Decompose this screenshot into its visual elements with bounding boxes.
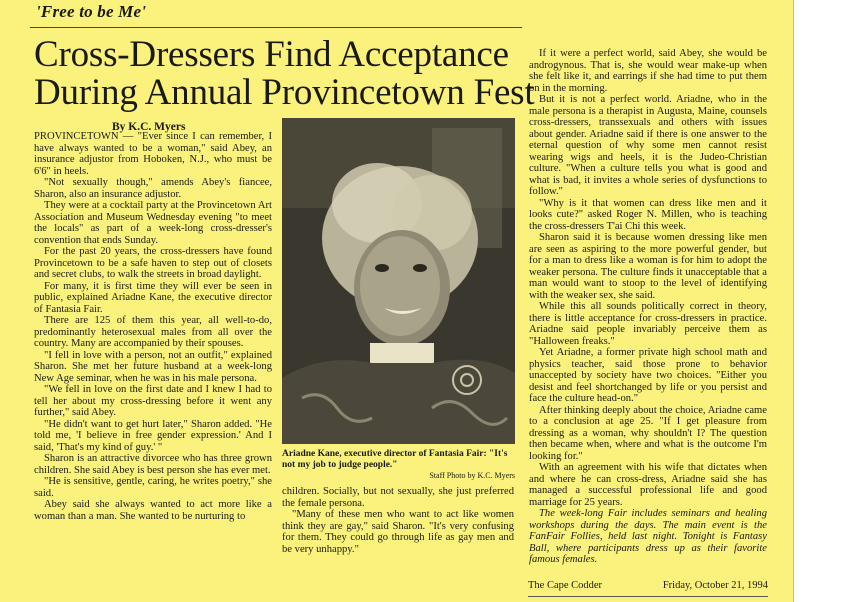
paragraph: "I fell in love with a person, not an outfit," explained Sharon. She met her future husband at a week-long New Age seminar, when he was in his male persona. — [34, 349, 272, 384]
paragraph: For the past 20 years, the cross-dressers have found Provincetown to be a safe haven to step out of closets and secret clubs, to walk the streets in broad daylight. — [34, 246, 272, 280]
paragraph: Sharon is an attractive divorcee who has three grown children. She said Abey is best person she has ever met. — [34, 453, 272, 476]
paragraph: If it were a perfect world, said Abey, she would be androgynous. That is, she would wear make-up when she felt like it, and earrings if she had time to put them on in the morning. — [529, 48, 767, 94]
section-kicker: 'Free to be Me' — [36, 2, 147, 21]
photo-caption: Ariadne Kane, executive director of Fantasia Fair: "It's not my job to judge people." — [282, 449, 508, 470]
article-column-1 — [34, 131, 272, 571]
italic-note: The week-long Fair includes seminars and healing workshops during the days. The main event is the FanFair Follies, held last night. Tonight is Fantasy Ball, where participants dress up as their favorite famous females. — [529, 508, 767, 565]
paragraph: Abey said she always wanted to act more like a woman than a man. She wanted to be nurturing to — [34, 499, 272, 522]
paragraph: "Why is it that women can dress like men and it looks cute?" asked Roger N. Millen, who is teaching the cross-dressers T'ai Chi this week. — [529, 197, 767, 232]
article-column-2 — [282, 486, 514, 566]
headline-line-2: During Annual Provincetown Fest — [34, 72, 535, 113]
byline: By K.C. Myers — [112, 121, 186, 133]
paragraph: "He is sensitive, gentle, caring, he writes poetry," she said. — [34, 476, 272, 499]
scan-margin — [793, 0, 850, 602]
publication-date: Friday, October 21, 1994 — [662, 580, 768, 591]
paragraph: After thinking deeply about the choice, Ariadne came to a conclusion at age 25. "If I get pleasure from dressing as a woman, why shouldn't I? The question then became when, where and what is the outcome I'm looking for." — [529, 404, 767, 462]
footer-rule — [528, 596, 768, 597]
paragraph: Yet Ariadne, a former private high school math and physics teacher, said those prone to behavior unaccepted by society have two choices. "Either you desist and feel shortchanged by life or you persist and face the culture head-on." — [529, 347, 767, 404]
paragraph: Sharon said it is because women dressing like men are seen as aspiring to the more powerful gender, but for a man to dress like a woman is for him to adopt the weaker persona. The culture finds it unacceptable that a man would want to stoop to the level of identifying with the weaker sex, she said. — [529, 232, 767, 301]
paragraph: "We fell in love on the first date and I knew I had to tell her about my cross-dressing before it went any further," said Abey. — [34, 384, 272, 418]
paragraph: PROVINCETOWN — "Ever since I can remember, I have always wanted to be a woman," said Abey, an insurance adjustor from Hoboken, N.J., who must be 6'6" in heels. — [34, 131, 272, 177]
paragraph: There are 125 of them this year, all well-to-do, predominantly heterosexual males from all over the country. Many are accompanied by their spouses. — [34, 315, 272, 349]
portrait-photo-image — [282, 118, 515, 444]
article-headline — [34, 34, 535, 113]
newspaper-name: The Cape Codder — [528, 580, 603, 591]
headline-line-1: Cross-Dressers Find Acceptance — [34, 34, 509, 75]
paragraph: While this all sounds politically correct in theory, there is little acceptance for cross-dressers in practice. Ariadne said people invariably perceive them as "Halloween freaks." — [529, 301, 767, 347]
paragraph: children. Socially, but not sexually, she just preferred the female persona. — [282, 486, 514, 509]
paragraph: With an agreement with his wife that dictates when and where he can cross-dress, Ariadne said she has managed a successful professional life and good marriage for 25 years. — [529, 462, 767, 508]
paragraph: For many, it is first time they will ever be seen in public, explained Ariadne Kane, the executive director of Fantasia Fair. — [34, 280, 272, 315]
paragraph: "Not sexually though," amends Abey's fiancee, Sharon, also an insurance adjustor. — [34, 177, 272, 200]
paragraph: "Many of these men who want to act like women think they are gay," said Sharon. "It's very confusing for them. They could go through life as gay men and be very unhappy." — [282, 509, 514, 555]
paragraph: But it is not a perfect world. Ariadne, who in the male persona is a therapist in Augusta, Maine, counsels cross-dressers, transsexuals and others with issues about gender. Ariadne said if there is one answer to the eternal question of why some men cannot resist wearing wigs and heels, it is the Judeo-Christian culture. "When a culture tells you what is good and what is bad, it invites a whole series of dysfunctions to follow." — [529, 94, 767, 197]
photo-credit: Staff Photo by K.C. Myers — [429, 471, 515, 480]
article-column-3 — [529, 48, 767, 588]
paragraph: They were at a cocktail party at the Provincetown Art Association and Museum Wednesday evening "to meet the locals" as part of a week-long cross-dresser's convention that ends Sunday. — [34, 200, 272, 246]
paragraph: "He didn't want to get hurt later," Sharon added. "He told me, 'I believe in free gender expression.' And I said, 'That's my kind of guy.' " — [34, 418, 272, 453]
portrait-photo — [282, 118, 515, 444]
kicker-rule — [30, 27, 522, 28]
clipping-edge — [793, 0, 794, 602]
page-footer — [528, 580, 768, 591]
